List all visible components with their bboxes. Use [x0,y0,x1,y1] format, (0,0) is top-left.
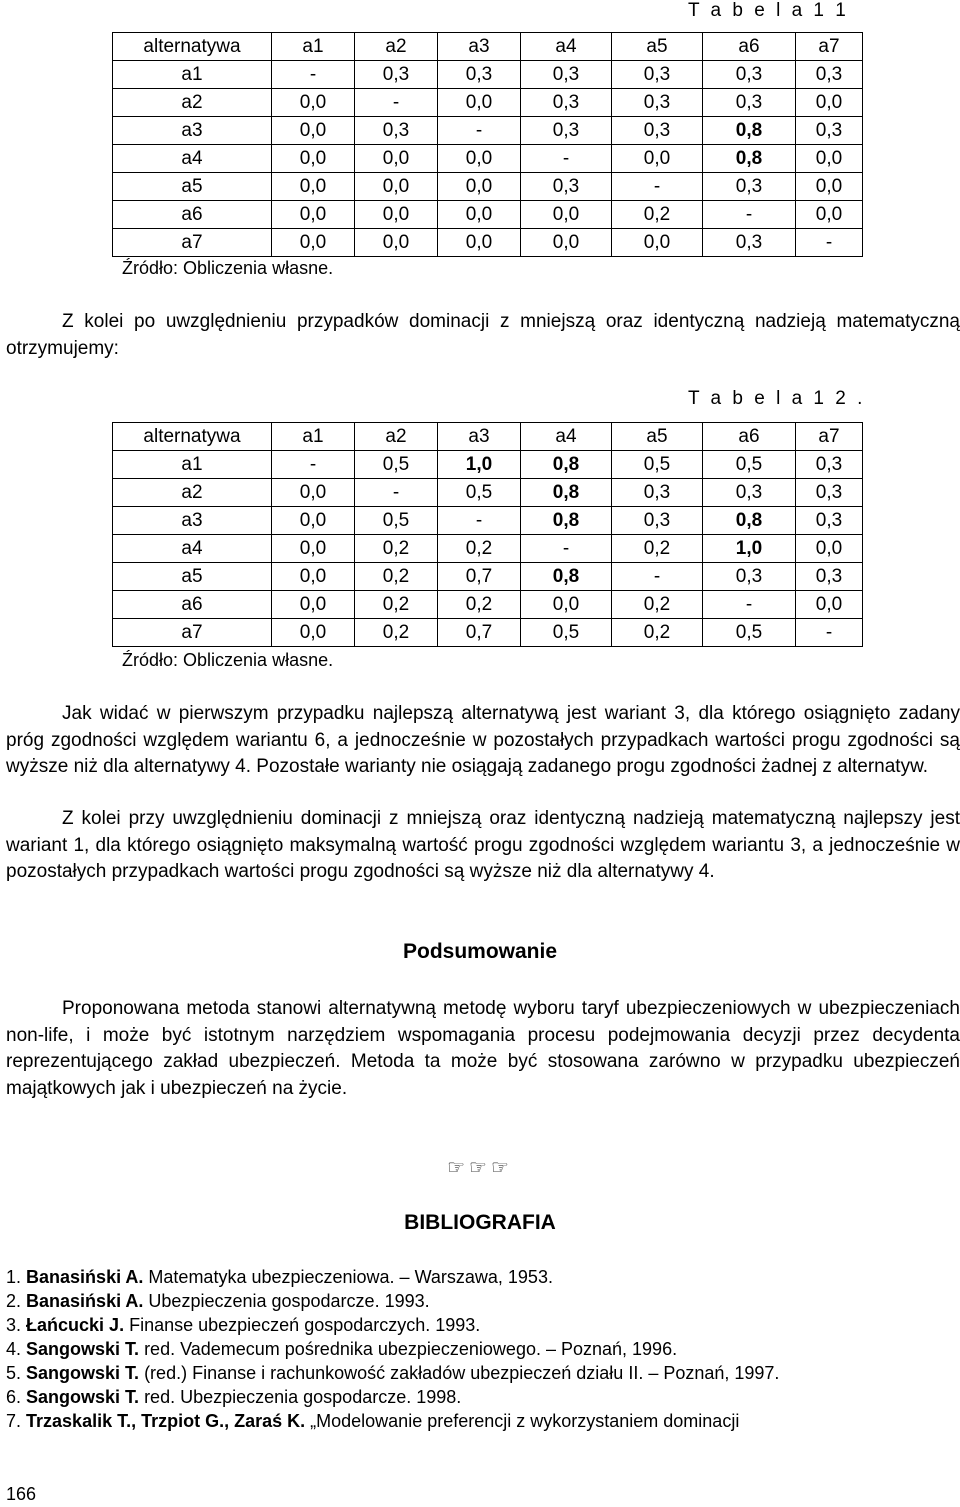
bibliography-author: Trzaskalik T., Trzpiot G., Zaraś K. [26,1411,306,1431]
table12-header-cell: a7 [796,423,863,451]
table12-cell: 0,3 [796,563,863,591]
table-12-source: Źródło: Obliczenia własne. [122,650,334,670]
table12-cell: a5 [113,563,272,591]
table11-cell: 0,8 [703,117,796,145]
table11-cell: 0,0 [355,201,438,229]
table12-cell: 0,0 [521,591,612,619]
table11-cell: 0,3 [703,229,796,257]
bibliography-title: „Modelowanie preferencji z wykorzystaniem dominacji [305,1411,740,1431]
bibliography-number: 3. [6,1315,22,1335]
table12-cell: 0,2 [612,535,703,563]
bibliography-number: 7. [6,1411,22,1431]
table11-cell: 0,3 [355,61,438,89]
table12-cell: - [703,591,796,619]
table12-cell: - [438,507,521,535]
table12-cell: 0,0 [272,507,355,535]
table12-cell: 0,0 [796,591,863,619]
table12-cell: 0,0 [272,591,355,619]
table12-cell: a6 [113,591,272,619]
table11-cell: a2 [113,89,272,117]
bibliography-heading: BIBLIOGRAFIA [404,1211,556,1234]
table11-row [113,117,863,145]
table11-cell: 0,0 [612,145,703,173]
table12-cell: 0,3 [796,507,863,535]
table12-cell: 1,0 [703,535,796,563]
table-11-source: Źródło: Obliczenia własne. [122,258,334,278]
table12-row [113,563,863,591]
table11-cell: - [355,89,438,117]
table11-cell: a5 [113,173,272,201]
table11-cell: 0,3 [438,61,521,89]
table11-cell: 0,8 [703,145,796,173]
table11-cell: 0,0 [438,173,521,201]
table12-row [113,591,863,619]
table11-cell: 0,0 [355,145,438,173]
table12-cell: 0,0 [272,619,355,647]
table12-cell: 0,2 [612,619,703,647]
table12-header-cell: a2 [355,423,438,451]
table11-cell: 0,0 [272,229,355,257]
bibliography-author: Łańcucki J. [26,1315,125,1335]
table12-cell: 0,3 [796,479,863,507]
table12-cell: a7 [113,619,272,647]
table11-cell: - [703,201,796,229]
table12-cell: 0,2 [355,619,438,647]
table11-cell: 0,3 [796,61,863,89]
summary-heading: Podsumowanie [402,940,558,963]
table12-cell: 0,0 [272,535,355,563]
bibliography-author: Sangowski T. [26,1339,140,1359]
table12-cell: 0,8 [521,507,612,535]
table11-cell: - [521,145,612,173]
table11-header-cell: a5 [612,33,703,61]
table12-cell: 0,3 [703,479,796,507]
table11-header-row [113,33,863,61]
table11-cell: 0,0 [355,173,438,201]
bibliography-title: Matematyka ubezpieczeniowa. – Warszawa, 1953. [143,1267,553,1287]
table12-cell: 0,5 [355,451,438,479]
table12-cell: a4 [113,535,272,563]
table12-cell: 0,5 [703,619,796,647]
table12-cell: 0,2 [438,535,521,563]
bibliography-list [6,1265,960,1433]
table11-cell: a7 [113,229,272,257]
table11-cell: 0,0 [272,173,355,201]
bibliography-item [6,1337,960,1361]
table11-cell: 0,0 [272,89,355,117]
table12-cell: 0,8 [703,507,796,535]
table11-cell: - [612,173,703,201]
table-11 [112,32,863,257]
ornament-hands-icon: ☞☞☞ [447,1157,513,1179]
table12-cell: - [612,563,703,591]
bibliography-author: Sangowski T. [26,1363,140,1383]
table11-cell: 0,0 [438,201,521,229]
paragraph-3: Z kolei przy uwzględnieniu dominacji z mniejszą oraz identyczną nadzieją matematyczną najlepszy jest wariant 1, dla którego osiągnięto maksymalną wartość progu zgodności względem wariantu 3, a jednocześnie w pozostałych przypadkach wartości progu zgodności są wyższe niż dla alternatywy 4. [6,808,960,882]
bibliography-title: Ubezpieczenia gospodarcze. 1993. [143,1291,430,1311]
table11-cell: 0,0 [438,229,521,257]
bibliography-author: Sangowski T. [26,1387,140,1407]
paragraph-4: Proponowana metoda stanowi alternatywną metodę wyboru taryf ubezpieczeniowych w ubezpieczeniach non-life, i może być istotnym narzędziem wspomagania procesu podejmowania decyzji przez decydenta reprezentującego zakład ubezpieczeń. Metoda ta może być stosowana zarówno w przypadku ubezpieczeń majątkowych jak i ubezpieczeń na życie. [6,998,960,1099]
table12-cell: 0,0 [272,563,355,591]
table11-header-cell: a4 [521,33,612,61]
table12-header-cell: a5 [612,423,703,451]
table11-cell: a6 [113,201,272,229]
table11-header-cell: a7 [796,33,863,61]
table11-header-cell: alternatywa [113,33,272,61]
table11-cell: 0,3 [521,61,612,89]
table12-header-row [113,423,863,451]
table12-row [113,479,863,507]
table11-header-cell: a2 [355,33,438,61]
table11-header-cell: a1 [272,33,355,61]
table12-cell: 1,0 [438,451,521,479]
table12-row [113,619,863,647]
table11-cell: 0,0 [272,145,355,173]
bibliography-number: 5. [6,1363,22,1383]
table11-cell: 0,0 [796,89,863,117]
table12-cell: 0,2 [355,535,438,563]
table11-row [113,229,863,257]
bibliography-title: (red.) Finanse i rachunkowość zakładów ubezpieczeń działu II. – Poznań, 1997. [139,1363,780,1383]
table11-cell: 0,3 [521,89,612,117]
table11-header-cell: a3 [438,33,521,61]
table11-cell: a4 [113,145,272,173]
table12-cell: 0,3 [612,479,703,507]
table11-cell: 0,3 [521,117,612,145]
table11-cell: 0,3 [612,117,703,145]
table12-cell: - [796,619,863,647]
table11-cell: - [272,61,355,89]
table12-cell: - [355,479,438,507]
table12-cell: 0,2 [438,591,521,619]
table11-cell: 0,3 [612,89,703,117]
table12-row [113,507,863,535]
table12-cell: 0,3 [612,507,703,535]
bibliography-item [6,1265,960,1289]
table11-cell: 0,2 [612,201,703,229]
table12-cell: 0,2 [355,591,438,619]
table11-row [113,89,863,117]
table-12 [112,422,863,647]
bibliography-number: 2. [6,1291,22,1311]
bibliography-item [6,1289,960,1313]
table11-row [113,145,863,173]
bibliography-item [6,1361,960,1385]
table11-cell: 0,3 [612,61,703,89]
table11-cell: a1 [113,61,272,89]
table11-cell: - [796,229,863,257]
bibliography-title: red. Vademecum pośrednika ubezpieczeniowego. – Poznań, 1996. [139,1339,678,1359]
table11-cell: - [438,117,521,145]
table11-cell: 0,0 [521,201,612,229]
table11-cell: 0,0 [796,173,863,201]
table12-cell: 0,5 [438,479,521,507]
paragraph-1: Z kolei po uwzględnieniu przypadków dominacji z mniejszą oraz identyczną nadzieją matematyczną otrzymujemy: [6,311,960,359]
table12-cell: a2 [113,479,272,507]
bibliography-title: red. Ubezpieczenia gospodarcze. 1998. [139,1387,462,1407]
bibliography-number: 6. [6,1387,22,1407]
table11-cell: 0,0 [796,201,863,229]
table12-cell: 0,7 [438,619,521,647]
table12-cell: - [272,451,355,479]
table11-row [113,201,863,229]
table12-cell: 0,5 [703,451,796,479]
table12-header-cell: a6 [703,423,796,451]
table12-row [113,535,863,563]
table11-cell: 0,3 [355,117,438,145]
table11-cell: 0,0 [272,117,355,145]
table-12-caption: T a b e l a 1 2 . [688,388,866,409]
table11-row [113,61,863,89]
table11-cell: 0,3 [703,173,796,201]
table12-cell: 0,8 [521,479,612,507]
table12-cell: 0,7 [438,563,521,591]
bibliography-item [6,1313,960,1337]
table12-header-cell: a3 [438,423,521,451]
table11-cell: 0,0 [438,89,521,117]
table12-cell: 0,3 [703,563,796,591]
table11-cell: a3 [113,117,272,145]
table12-cell: 0,5 [521,619,612,647]
table12-header-cell: a4 [521,423,612,451]
table11-cell: 0,0 [355,229,438,257]
bibliography-item [6,1409,960,1433]
table11-cell: 0,0 [796,145,863,173]
table11-cell: 0,0 [438,145,521,173]
table12-cell: 0,5 [612,451,703,479]
bibliography-item [6,1385,960,1409]
table12-cell: 0,0 [796,535,863,563]
table-11-caption: T a b e l a 1 1 [688,0,849,21]
bibliography-author: Banasiński A. [26,1291,144,1311]
bibliography-number: 1. [6,1267,22,1287]
table11-cell: 0,0 [612,229,703,257]
table12-cell: 0,5 [355,507,438,535]
table12-row [113,451,863,479]
paragraph-2: Jak widać w pierwszym przypadku najlepszą alternatywą jest wariant 3, dla którego osiągnięto zadany próg zgodności względem wariantu 6, a jednocześnie w pozostałych przypadkach wartości progu zgodności są wyższe niż dla alternatywy 4. Pozostałe warianty nie osiągają zadanego progu zgodności żadnej z alternatyw. [6,703,960,777]
bibliography-author: Banasiński A. [26,1267,144,1287]
table12-cell: 0,0 [272,479,355,507]
table11-cell: 0,0 [272,201,355,229]
bibliography-title: Finanse ubezpieczeń gospodarczych. 1993. [124,1315,481,1335]
page-number: 166 [6,1484,37,1504]
table11-cell: 0,3 [703,61,796,89]
table12-cell: a3 [113,507,272,535]
table11-cell: 0,3 [703,89,796,117]
table12-cell: 0,2 [612,591,703,619]
table12-cell: 0,2 [355,563,438,591]
bibliography-number: 4. [6,1339,22,1359]
table11-cell: 0,0 [521,229,612,257]
table11-header-cell: a6 [703,33,796,61]
table12-header-cell: alternatywa [113,423,272,451]
table12-header-cell: a1 [272,423,355,451]
table12-cell: 0,8 [521,451,612,479]
table12-cell: - [521,535,612,563]
table11-row [113,173,863,201]
table11-cell: 0,3 [521,173,612,201]
table12-cell: a1 [113,451,272,479]
table12-cell: 0,3 [796,451,863,479]
table12-cell: 0,8 [521,563,612,591]
table11-cell: 0,3 [796,117,863,145]
